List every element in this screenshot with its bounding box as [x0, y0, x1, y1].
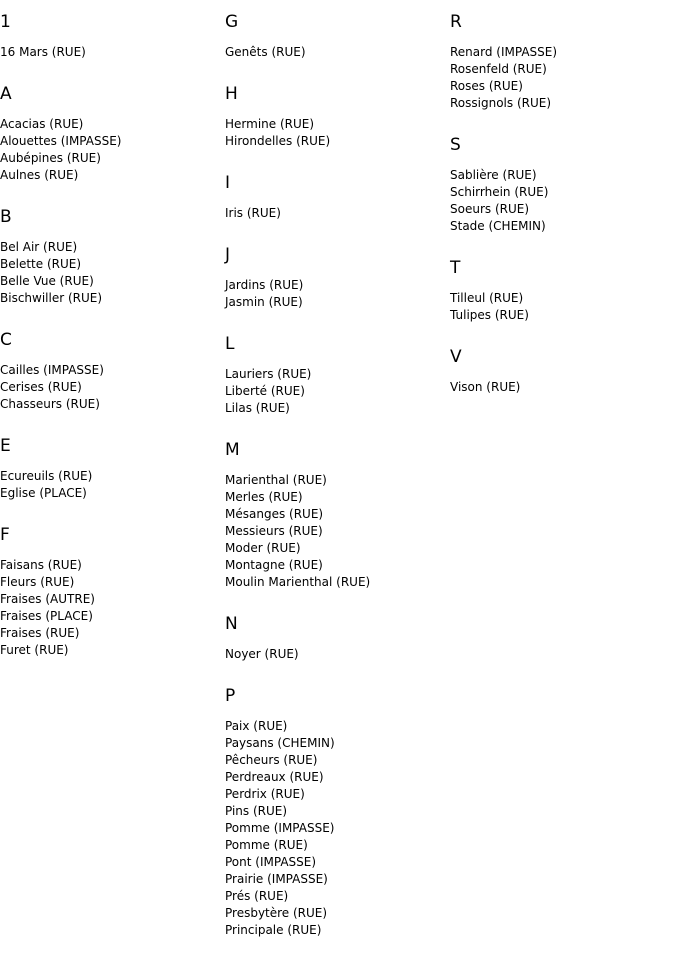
street-link[interactable]: Stade (CHEMIN) — [450, 219, 546, 233]
street-list-item — [225, 472, 445, 489]
letter-section — [225, 173, 445, 222]
street-link[interactable]: Pont (IMPASSE) — [225, 855, 317, 869]
street-link[interactable]: Schirrhein (RUE) — [450, 185, 549, 199]
index-column-2 — [225, 12, 445, 962]
street-list — [225, 472, 445, 591]
street-link[interactable]: Fraises (RUE) — [0, 626, 80, 640]
street-list-item — [0, 167, 220, 184]
letter-section — [0, 84, 220, 184]
street-link[interactable]: Rosenfeld (RUE) — [450, 62, 547, 76]
street-list-item — [0, 608, 220, 625]
street-list-item — [0, 557, 220, 574]
street-list-item — [225, 735, 445, 752]
street-link[interactable]: Rossignols (RUE) — [450, 96, 552, 110]
street-list-item — [225, 837, 445, 854]
street-list-item — [225, 803, 445, 820]
street-list-item — [0, 574, 220, 591]
street-list-item — [0, 468, 220, 485]
street-link[interactable]: Lilas (RUE) — [225, 401, 290, 415]
letter-section — [225, 12, 445, 61]
letter-section — [225, 245, 445, 311]
street-list-item — [450, 61, 670, 78]
letter-section — [0, 436, 220, 502]
letter-section — [225, 686, 445, 939]
street-list-item — [450, 78, 670, 95]
letter-section — [225, 84, 445, 150]
street-link[interactable]: Tilleul (RUE) — [450, 291, 524, 305]
street-list-item — [225, 905, 445, 922]
street-list-item — [225, 574, 445, 591]
letter-heading: F — [0, 525, 10, 545]
street-list-item — [225, 540, 445, 557]
street-list-item — [225, 400, 445, 417]
street-link[interactable]: Renard (IMPASSE) — [450, 45, 558, 59]
street-link[interactable]: Hermine (RUE) — [225, 117, 315, 131]
street-link[interactable]: Moulin Marienthal (RUE) — [225, 575, 371, 589]
letter-heading: B — [0, 207, 12, 227]
street-link[interactable]: Soeurs (RUE) — [450, 202, 530, 216]
street-list-item — [0, 239, 220, 256]
letter-heading: J — [225, 245, 231, 265]
street-list-item — [225, 116, 445, 133]
letter-section — [0, 525, 220, 659]
letter-heading: G — [225, 12, 239, 32]
letter-section — [450, 135, 670, 235]
street-list-item — [0, 44, 220, 61]
street-link[interactable]: Aulnes (RUE) — [0, 168, 79, 182]
letter-heading: R — [450, 12, 462, 32]
street-link[interactable]: Fleurs (RUE) — [0, 575, 75, 589]
street-list — [225, 44, 445, 61]
street-list-item — [225, 871, 445, 888]
street-link[interactable]: Iris (RUE) — [225, 206, 281, 220]
street-list-item — [225, 44, 445, 61]
street-link[interactable]: Belette (RUE) — [0, 257, 82, 271]
street-list-item — [225, 557, 445, 574]
street-link[interactable]: Tulipes (RUE) — [450, 308, 529, 322]
street-link[interactable]: Furet (RUE) — [0, 643, 69, 657]
street-link[interactable]: Belle Vue (RUE) — [0, 274, 94, 288]
street-list-item — [0, 362, 220, 379]
street-list — [0, 44, 220, 61]
street-list-item — [225, 133, 445, 150]
letter-heading: S — [450, 135, 461, 155]
street-link[interactable]: Paix (RUE) — [225, 719, 288, 733]
street-link[interactable]: Noyer (RUE) — [225, 647, 299, 661]
street-list — [0, 557, 220, 659]
street-link[interactable]: Vison (RUE) — [450, 380, 521, 394]
street-link[interactable]: Marienthal (RUE) — [225, 473, 327, 487]
street-link[interactable]: Alouettes (IMPASSE) — [0, 134, 122, 148]
letter-section — [450, 258, 670, 324]
street-list — [0, 362, 220, 413]
street-link[interactable]: Pomme (IMPASSE) — [225, 821, 335, 835]
letter-section — [450, 347, 670, 396]
letter-heading: T — [450, 258, 461, 278]
street-link[interactable]: Cailles (IMPASSE) — [0, 363, 104, 377]
street-list — [225, 116, 445, 150]
street-link[interactable]: Fraises (AUTRE) — [0, 592, 95, 606]
letter-heading: N — [225, 614, 238, 634]
street-list-item — [225, 769, 445, 786]
street-link[interactable]: Bischwiller (RUE) — [0, 291, 103, 305]
street-link[interactable]: Pomme (RUE) — [225, 838, 308, 852]
street-list — [225, 718, 445, 939]
street-link[interactable]: Montagne (RUE) — [225, 558, 323, 572]
street-link[interactable]: Principale (RUE) — [225, 923, 322, 937]
street-link[interactable]: Pins (RUE) — [225, 804, 288, 818]
street-list-item — [225, 489, 445, 506]
letter-section — [225, 440, 445, 591]
street-link[interactable]: Prés (RUE) — [225, 889, 289, 903]
street-link[interactable]: Jasmin (RUE) — [225, 295, 303, 309]
street-list-item — [450, 307, 670, 324]
street-list-item — [450, 379, 670, 396]
street-list — [450, 290, 670, 324]
street-list-item — [225, 366, 445, 383]
street-list-item — [450, 218, 670, 235]
street-list — [0, 239, 220, 307]
letter-heading: L — [225, 334, 235, 354]
street-list — [225, 277, 445, 311]
street-list-item — [225, 277, 445, 294]
street-list — [0, 468, 220, 502]
street-list — [225, 205, 445, 222]
street-link[interactable]: Genêts (RUE) — [225, 45, 306, 59]
street-list-item — [225, 854, 445, 871]
street-list-item — [450, 44, 670, 61]
letter-section — [450, 12, 670, 112]
letter-heading: I — [225, 173, 231, 193]
letter-heading: V — [450, 347, 462, 367]
index-column-3 — [450, 12, 670, 419]
street-link[interactable]: Faisans (RUE) — [0, 558, 82, 572]
street-list-item — [0, 133, 220, 150]
street-list-item — [450, 201, 670, 218]
street-list-item — [225, 523, 445, 540]
street-list — [0, 116, 220, 184]
street-list-item — [225, 752, 445, 769]
letter-section — [0, 330, 220, 413]
street-link[interactable]: Eglise (PLACE) — [0, 486, 87, 500]
street-list-item — [225, 786, 445, 803]
street-link[interactable]: Liberté (RUE) — [225, 384, 305, 398]
letter-section — [225, 334, 445, 417]
letter-section — [225, 614, 445, 663]
street-list-item — [0, 256, 220, 273]
street-list-item — [225, 888, 445, 905]
street-link[interactable]: Moder (RUE) — [225, 541, 301, 555]
street-list — [450, 379, 670, 396]
letter-heading: M — [225, 440, 240, 460]
letter-heading: C — [0, 330, 12, 350]
street-link[interactable]: 16 Mars (RUE) — [0, 45, 86, 59]
street-list — [450, 167, 670, 235]
street-list-item — [225, 646, 445, 663]
street-link[interactable]: Messieurs (RUE) — [225, 524, 323, 538]
street-list-item — [225, 922, 445, 939]
street-list-item — [0, 116, 220, 133]
street-list-item — [225, 383, 445, 400]
street-link[interactable]: Jardins (RUE) — [225, 278, 304, 292]
street-list — [225, 366, 445, 417]
street-link[interactable]: Sablière (RUE) — [450, 168, 537, 182]
index-column-1 — [0, 12, 220, 682]
street-link[interactable]: Mésanges (RUE) — [225, 507, 324, 521]
street-link[interactable]: Roses (RUE) — [450, 79, 523, 93]
street-link[interactable]: Bel Air (RUE) — [0, 240, 78, 254]
street-list-item — [0, 273, 220, 290]
street-link[interactable]: Aubépines (RUE) — [0, 151, 101, 165]
street-list — [450, 44, 670, 112]
street-link[interactable]: Ecureuils (RUE) — [0, 469, 93, 483]
street-link[interactable]: Chasseurs (RUE) — [0, 397, 100, 411]
street-list — [225, 646, 445, 663]
street-list-item — [0, 485, 220, 502]
letter-heading: E — [0, 436, 11, 456]
street-list-item — [0, 379, 220, 396]
street-list-item — [225, 718, 445, 735]
street-link[interactable]: Perdrix (RUE) — [225, 787, 305, 801]
street-list-item — [0, 396, 220, 413]
street-list-item — [0, 625, 220, 642]
street-list-item — [450, 95, 670, 112]
letter-section — [0, 207, 220, 307]
street-list-item — [0, 290, 220, 307]
street-list-item — [0, 591, 220, 608]
letter-heading: 1 — [0, 12, 11, 32]
street-list-item — [0, 150, 220, 167]
street-list-item — [225, 205, 445, 222]
street-link[interactable]: Perdreaux (RUE) — [225, 770, 324, 784]
street-link[interactable]: Cerises (RUE) — [0, 380, 82, 394]
street-list-item — [0, 642, 220, 659]
street-link[interactable]: Fraises (PLACE) — [0, 609, 93, 623]
street-list-item — [450, 184, 670, 201]
street-link[interactable]: Lauriers (RUE) — [225, 367, 312, 381]
letter-section — [0, 12, 220, 61]
street-link[interactable]: Hirondelles (RUE) — [225, 134, 331, 148]
letter-heading: P — [225, 686, 236, 706]
street-list-item — [225, 294, 445, 311]
letter-heading: H — [225, 84, 238, 104]
letter-heading: A — [0, 84, 12, 104]
street-list-item — [450, 290, 670, 307]
street-link[interactable]: Presbytère (RUE) — [225, 906, 328, 920]
street-link[interactable]: Acacias (RUE) — [0, 117, 84, 131]
street-link[interactable]: Pêcheurs (RUE) — [225, 753, 318, 767]
street-link[interactable]: Merles (RUE) — [225, 490, 303, 504]
street-list-item — [225, 820, 445, 837]
street-link[interactable]: Paysans (CHEMIN) — [225, 736, 335, 750]
street-list-item — [225, 506, 445, 523]
street-list-item — [450, 167, 670, 184]
street-link[interactable]: Prairie (IMPASSE) — [225, 872, 328, 886]
